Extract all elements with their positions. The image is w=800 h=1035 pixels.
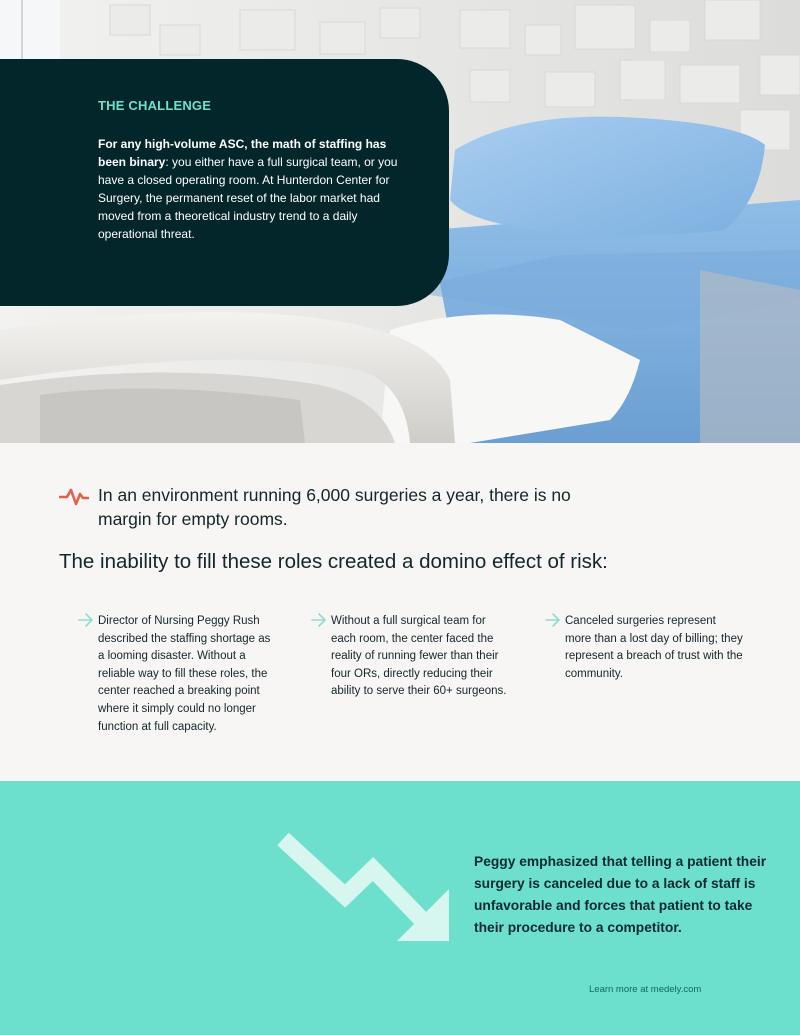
challenge-title: THE CHALLENGE (98, 98, 212, 113)
challenge-body-rest: : you either have a full surgical team, or you have a closed operating room. At Hunterdon Center for Surgery, the permanent reset of the labor market had moved from a theoretical industry trend to a daily operational threat. (98, 155, 398, 241)
challenge-body-bold: For any high-volume ASC, the math of staffing has been binary (98, 137, 387, 169)
arrow-right-icon (78, 613, 94, 627)
arrow-right-icon (545, 613, 561, 627)
risk-point-text: Director of Nursing Peggy Rush described the staffing shortage as a looming disaster. Without a reliable way to fill these roles, the center reached a breaking point where it simply could no longer function at full capacity. (98, 615, 271, 733)
risk-point-text: Without a full surgical team for each room, the center faced the reality of running fewer than their four ORs, directly reducing their ability to serve their 60+ surgeons. (331, 615, 507, 698)
arrow-right-icon (311, 613, 327, 627)
quote-text: Peggy emphasized that telling a patient their surgery is canceled due to a lack of staff is unfavorable and forces that patient to take their procedure to a competitor. (474, 854, 767, 935)
trend-down-arrow-icon (275, 831, 453, 941)
pulse-icon (59, 485, 89, 507)
risk-point-text: Canceled surgeries represent more than a lost day of billing; they represent a breach of trust with the community. (565, 615, 743, 680)
domino-heading: The inability to fill these roles created a domino effect of risk: (59, 550, 608, 573)
risk-section (0, 443, 800, 781)
hero-section (0, 0, 800, 443)
quote-section (0, 781, 800, 1035)
challenge-card (0, 59, 449, 306)
challenge-body (98, 135, 398, 243)
highlight-text: In an environment running 6,000 surgeries a year, there is no margin for empty rooms. (98, 485, 571, 529)
learn-more-link[interactable]: Learn more at medely.com (589, 984, 702, 995)
